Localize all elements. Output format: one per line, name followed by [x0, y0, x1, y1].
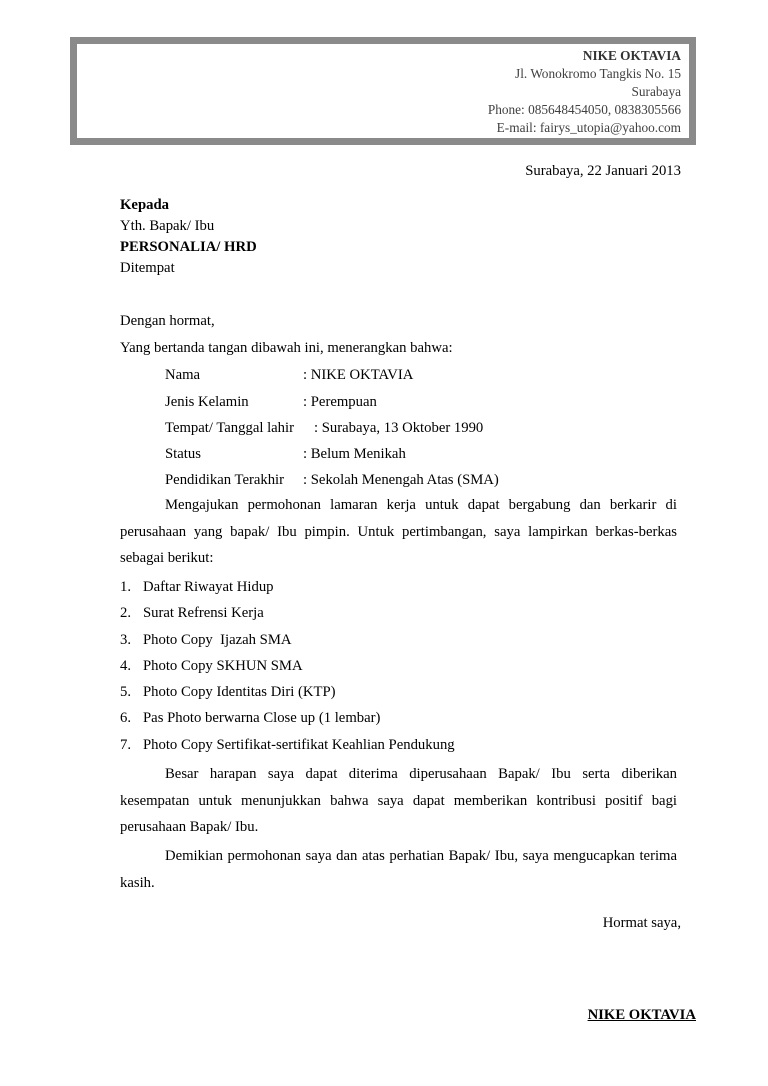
list-number: 2.: [120, 605, 132, 622]
list-text: Photo Copy Sertifikat-sertifikat Keahlian Pendukung: [143, 736, 455, 753]
list-item: [120, 600, 455, 626]
recipient-to: Kepada: [120, 197, 169, 213]
recipient-place: Ditempat: [120, 260, 175, 276]
list-number: 7.: [120, 736, 132, 753]
recipient-department: PERSONALIA/ HRD: [120, 239, 257, 255]
list-number: 1.: [120, 579, 132, 595]
sender-address-line2: Surabaya: [631, 84, 681, 99]
recipient-salutation: Yth. Bapak/ Ibu: [120, 218, 215, 234]
list-text: Surat Refrensi Kerja: [143, 605, 264, 622]
list-item: [120, 679, 455, 705]
greeting: Dengan hormat,: [120, 313, 215, 329]
list-item: [120, 705, 455, 731]
list-number: 3.: [120, 631, 132, 648]
paragraph-hope: Besar harapan saya dapat diterima diperusahaan Bapak/ Ibu serta diberikan kesempatan untuk menunjukkan bahwa saya dapat memberikan kontribusi positif bagi perusahaan Bapak/ Ibu.: [120, 766, 677, 835]
field-value-education: : Sekolah Menengah Atas (SMA): [303, 472, 499, 488]
field-value-birth: : Surabaya, 13 Oktober 1990: [314, 420, 484, 436]
sender-phone: Phone: 085648454050, 0838305566: [487, 102, 681, 117]
field-label-gender: Jenis Kelamin: [165, 394, 249, 410]
field-value-gender: : Perempuan: [303, 394, 377, 410]
list-text: Daftar Riwayat Hidup: [143, 579, 274, 595]
letterhead: [70, 37, 696, 145]
list-item: [120, 653, 455, 679]
letter-date: Surabaya, 22 Januari 2013: [525, 163, 681, 179]
sender-address-line1: Jl. Wonokromo Tangkis No. 15: [515, 66, 681, 81]
list-text: Pas Photo berwarna Close up (1 lembar): [143, 710, 381, 727]
paragraph-application: Mengajukan permohonan lamaran kerja untuk dapat bergabung dan berkarir di perusahaan yang bapak/ Ibu pimpin. Untuk pertimbangan, saya lampirkan berkas-berkas sebagai berikut:: [120, 497, 677, 566]
list-text: Photo Copy SKHUN SMA: [143, 657, 303, 674]
list-number: 5.: [120, 684, 132, 701]
list-text: Photo Copy Ijazah SMA: [143, 631, 292, 648]
paragraph-thanks: Demikian permohonan saya dan atas perhatian Bapak/ Ibu, saya mengucapkan terima kasih.: [120, 848, 677, 891]
field-label-name: Nama: [165, 367, 201, 383]
list-item: [120, 732, 455, 758]
closing: Hormat saya,: [602, 915, 681, 931]
attachment-list: [120, 574, 455, 758]
list-item: [120, 574, 455, 600]
recipient-block: [120, 195, 257, 279]
sender-email: E-mail: fairys_utopia@yahoo.com: [496, 120, 681, 135]
field-value-name: : NIKE OKTAVIA: [303, 367, 414, 383]
signature-name: NIKE OKTAVIA: [587, 1007, 696, 1023]
sender-name: NIKE OKTAVIA: [582, 48, 681, 63]
letterhead-contact: [488, 47, 681, 137]
field-value-status: : Belum Menikah: [303, 446, 406, 462]
list-number: 4.: [120, 657, 132, 674]
list-number: 6.: [120, 710, 132, 727]
field-label-status: Status: [165, 446, 201, 462]
field-label-birth: Tempat/ Tanggal lahir: [165, 420, 295, 436]
list-text: Photo Copy Identitas Diri (KTP): [143, 684, 336, 701]
list-item: [120, 627, 455, 653]
field-label-education: Pendidikan Terakhir: [165, 472, 285, 488]
intro-line: Yang bertanda tangan dibawah ini, menerangkan bahwa:: [120, 340, 453, 356]
